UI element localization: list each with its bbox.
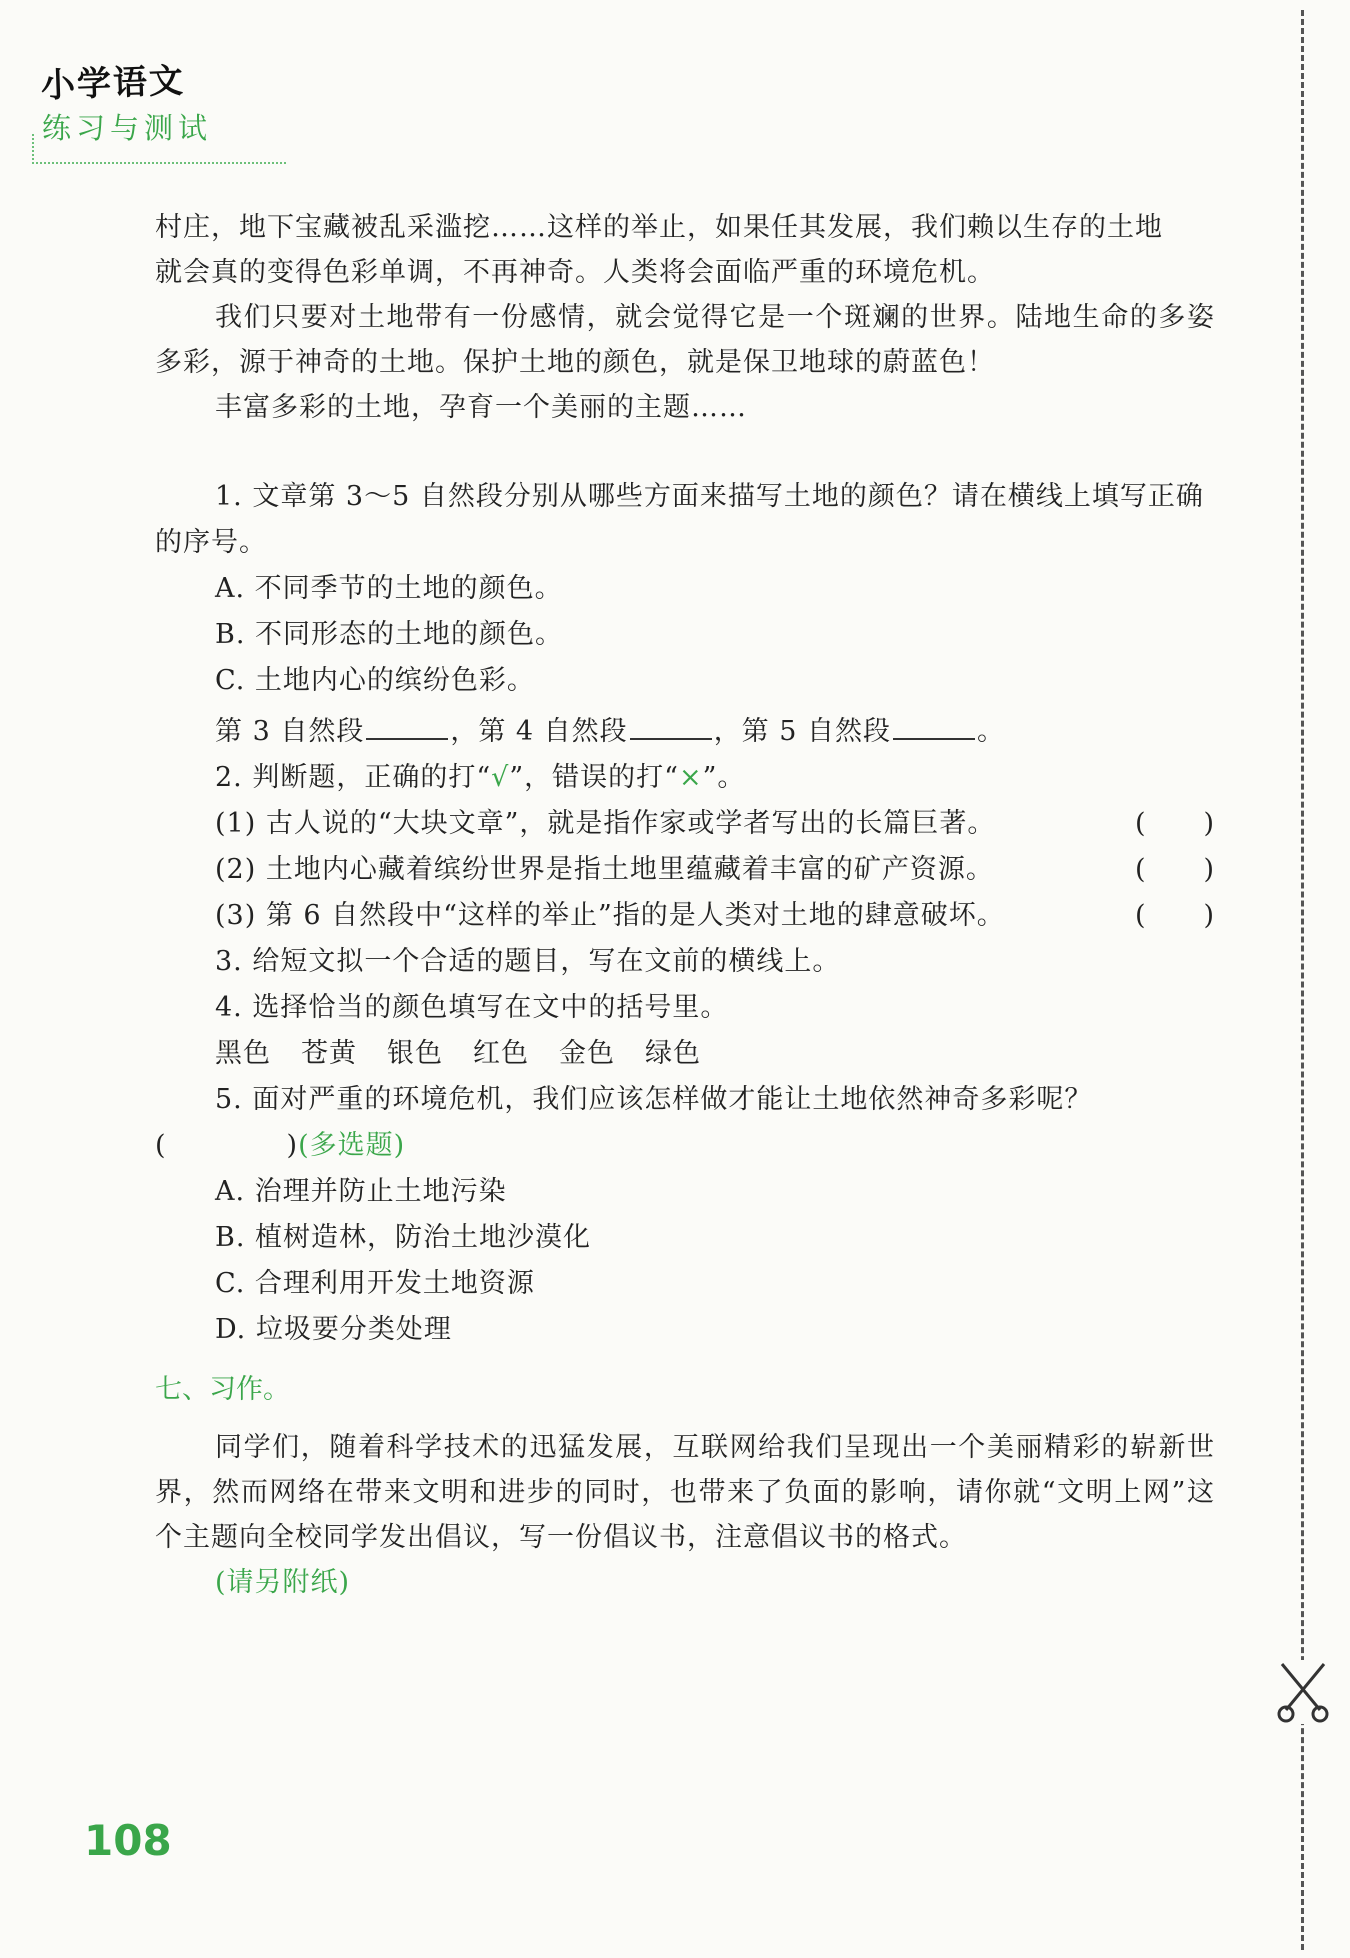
passage-paragraph: 丰富多彩的土地，孕育一个美丽的主题…… [215,392,747,423]
answer-blank[interactable] [893,708,975,740]
composition-prompt: 同学们，随着科学技术的迅猛发展，互联网给我们呈现出一个美丽精彩的崭新世界，然而网络在带来文明和进步的同时，也带来了负面的影响，请你就“文明上网”这个主题向全校同学发出倡议，写一份倡议书，注意倡议书的格式。 [155,1432,1215,1553]
paren-open[interactable]: ( [155,1130,167,1161]
question-5-option: D. 垃圾要分类处理 [215,1314,452,1345]
fill-label: ，第 5 自然段 [713,716,892,747]
fill-label: 。 [977,716,1006,747]
paren-close: ) [1203,900,1215,931]
page-number: 108 [84,1816,172,1865]
fill-label: 第 3 自然段 [215,716,365,747]
color-choice: 黑色 [215,1038,271,1069]
color-choice: 苍黄 [301,1038,357,1069]
question-5-answer [155,1123,1215,1169]
answer-parentheses[interactable] [1135,801,1215,847]
question-5-option: B. 植树造林，防治土地沙漠化 [215,1222,592,1253]
question-1-option: C. 土地内心的缤纷色彩。 [215,665,535,696]
book-title: 小学语文 [40,60,186,106]
judge-text: (2) 土地内心藏着缤纷世界是指土地里蕴藏着丰富的矿产资源。 [215,854,994,885]
question-4: 4. 选择恰当的颜色填写在文中的括号里。 [215,992,729,1023]
judge-text: (1) 古人说的“大块文章”，就是指作家或学者写出的长篇巨著。 [215,808,996,839]
paren-close: ) [1203,854,1215,885]
question-1-stem: 1. 文章第 3～5 自然段分别从哪些方面来描写土地的颜色？请在横线上填写正确的序号。 [155,481,1204,558]
fill-label: ，第 4 自然段 [450,716,628,747]
passage-line: 就会真的变得色彩单调，不再神奇。人类将会面临严重的环境危机。 [155,257,995,288]
judge-text: (3) 第 6 自然段中“这样的举止”指的是人类对土地的肆意破坏。 [215,900,1005,931]
judge-item [155,847,1215,893]
cross-mark: × [678,762,703,793]
judge-item [155,893,1215,939]
question-2-stem [155,755,1215,801]
color-choices [155,1031,1215,1077]
color-choice: 金色 [559,1038,615,1069]
question-5-stem: 5. 面对严重的环境危机，我们应该怎样做才能让土地依然神奇多彩呢？ [215,1084,1093,1115]
passage-paragraph: 我们只要对土地带有一份感情，就会觉得它是一个斑斓的世界。陆地生命的多姿多彩，源于神奇的土地。保护土地的颜色，就是保卫地球的蔚蓝色！ [155,302,1215,378]
paren-open: ( [1135,808,1147,839]
answer-blank[interactable] [630,708,712,740]
paren-open: ( [1135,854,1147,885]
question-5-option: A. 治理并防止土地污染 [215,1176,507,1207]
multi-choice-note: (多选题) [298,1130,406,1161]
paren-close[interactable]: ) [286,1130,299,1161]
check-mark: √ [491,762,510,793]
paren-open: ( [1135,900,1147,931]
passage-line: 村庄，地下宝藏被乱采滥挖……这样的举止，如果任其发展，我们赖以生存的土地 [155,212,1163,243]
page-content [155,205,1215,1606]
color-choice: 银色 [387,1038,443,1069]
paren-close: ) [1203,808,1215,839]
color-choice: 绿色 [645,1038,701,1069]
question-1-option: B. 不同形态的土地的颜色。 [215,619,564,650]
question-5-option: C. 合理利用开发土地资源 [215,1268,535,1299]
question-1-fill [155,708,1215,755]
cut-line [1301,10,1304,1950]
judge-item [155,801,1215,847]
section-title: 七、习作。 [155,1374,290,1405]
composition-note: (请另附纸) [215,1567,351,1598]
q2-text: ”。 [702,762,746,793]
question-3: 3. 给短文拟一个合适的题目，写在文前的横线上。 [215,946,841,977]
scissors-icon [1274,1660,1332,1724]
answer-blank[interactable] [366,708,448,740]
q2-text: 2. 判断题，正确的打“ [215,762,492,793]
answer-parentheses[interactable] [1135,847,1215,893]
answer-parentheses[interactable] [1135,893,1215,939]
book-subtitle: 练习与测试 [42,111,213,145]
color-choice: 红色 [473,1038,529,1069]
question-1-option: A. 不同季节的土地的颜色。 [215,573,563,604]
q2-text: ”，错误的打“ [509,762,679,793]
